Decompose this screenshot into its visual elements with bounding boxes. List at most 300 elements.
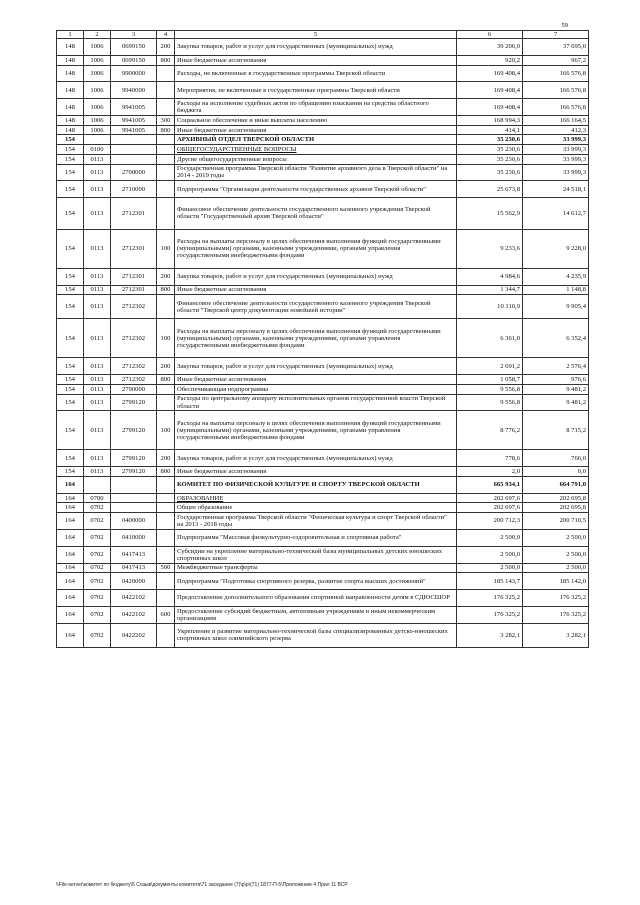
section-code-cell: 0113 <box>84 394 111 411</box>
table-row <box>57 268 589 285</box>
grbs-code-cell: 154 <box>57 268 84 285</box>
expense-type-cell <box>157 529 175 546</box>
target-article-cell: 2790000 <box>111 384 157 394</box>
amount-2014-cell: 168 994,3 <box>457 116 523 126</box>
description-cell: Закупка товаров, работ и услуг для государственных (муниципальных) нужд <box>175 268 457 285</box>
amount-2015-cell: 202 695,8 <box>523 503 589 513</box>
grbs-code-cell: 154 <box>57 394 84 411</box>
amount-2015-cell: 200 710,5 <box>523 513 589 530</box>
table-row <box>57 573 589 590</box>
section-code-cell <box>84 476 111 493</box>
target-article-cell: 2712302 <box>111 295 157 319</box>
expense-type-cell <box>157 145 175 155</box>
description-cell: Иные бюджетные ассигнования <box>175 125 457 135</box>
expense-type-cell <box>157 394 175 411</box>
amount-2015-cell: 33 999,3 <box>523 135 589 145</box>
column-header: 2 <box>84 31 111 39</box>
target-article-cell: 2712301 <box>111 285 157 295</box>
grbs-code-cell: 154 <box>57 229 84 268</box>
target-article-cell: 2712301 <box>111 198 157 230</box>
table-row <box>57 145 589 155</box>
section-code-cell: 0702 <box>84 623 111 647</box>
column-header: 7 <box>523 31 589 39</box>
expense-type-cell: 800 <box>157 285 175 295</box>
section-code-cell: 0702 <box>84 563 111 573</box>
section-code-cell: 0113 <box>84 164 111 181</box>
table-row <box>57 358 589 375</box>
amount-2015-cell: 166 576,8 <box>523 65 589 82</box>
expense-type-cell <box>157 181 175 198</box>
grbs-code-cell: 154 <box>57 285 84 295</box>
expense-type-cell <box>157 384 175 394</box>
section-code-cell: 0702 <box>84 529 111 546</box>
description-cell: ОБЩЕГОСУДАРСТВЕННЫЕ ВОПРОСЫ <box>175 145 457 155</box>
grbs-code-cell: 164 <box>57 563 84 573</box>
grbs-code-cell: 148 <box>57 65 84 82</box>
description-cell: Предоставление субсидий бюджетным, автономным учреждениям и иным некоммерческим организациям <box>175 606 457 623</box>
amount-2014-cell: 1 344,7 <box>457 285 523 295</box>
description-cell: Иные бюджетные ассигнования <box>175 375 457 385</box>
amount-2014-cell: 15 562,9 <box>457 198 523 230</box>
description-cell: Иные бюджетные ассигнования <box>175 285 457 295</box>
section-code-cell: 0113 <box>84 358 111 375</box>
target-article-cell <box>111 154 157 164</box>
amount-2014-cell: 176 325,2 <box>457 590 523 607</box>
table-row <box>57 606 589 623</box>
target-article-cell: 2712302 <box>111 358 157 375</box>
grbs-code-cell: 164 <box>57 546 84 563</box>
target-article-cell: 0420000 <box>111 573 157 590</box>
amount-2014-cell: 9 233,6 <box>457 229 523 268</box>
amount-2015-cell: 3 282,1 <box>523 623 589 647</box>
amount-2014-cell: 200 712,3 <box>457 513 523 530</box>
description-cell: АРХИВНЫЙ ОТДЕЛ ТВЕРСКОЙ ОБЛАСТИ <box>175 135 457 145</box>
expense-type-cell <box>157 295 175 319</box>
description-cell: Закупка товаров, работ и услуг для государственных (муниципальных) нужд <box>175 358 457 375</box>
table-row <box>57 135 589 145</box>
amount-2014-cell: 9 556,8 <box>457 384 523 394</box>
amount-2015-cell: 9 481,2 <box>523 384 589 394</box>
expense-type-cell <box>157 476 175 493</box>
description-cell: Другие общегосударственные вопросы <box>175 154 457 164</box>
section-code-cell: 0113 <box>84 229 111 268</box>
target-article-cell: 0422102 <box>111 606 157 623</box>
amount-2014-cell: 2 500,0 <box>457 546 523 563</box>
expense-type-cell: 100 <box>157 411 175 450</box>
expense-type-cell: 300 <box>157 116 175 126</box>
amount-2015-cell: 166 164,5 <box>523 116 589 126</box>
target-article-cell: 2799120 <box>111 411 157 450</box>
target-article-cell: 9900000 <box>111 65 157 82</box>
grbs-code-cell: 154 <box>57 411 84 450</box>
grbs-code-cell: 148 <box>57 82 84 99</box>
target-article-cell: 0400000 <box>111 513 157 530</box>
amount-2014-cell: 4 984,6 <box>457 268 523 285</box>
table-row <box>57 590 589 607</box>
target-article-cell: 2712301 <box>111 229 157 268</box>
amount-2015-cell: 1 148,8 <box>523 285 589 295</box>
amount-2015-cell: 166 576,8 <box>523 99 589 116</box>
file-path-footer: \\File-server\комитет по бюджету\5 Созыв\документы комитета\71 заседание (7)\p\p\(71) 1877-П-5\Приложение 4 Прил 11 ВСР <box>56 882 348 888</box>
amount-2015-cell: 664 791,0 <box>523 476 589 493</box>
amount-2014-cell: 414,1 <box>457 125 523 135</box>
table-row <box>57 384 589 394</box>
expense-type-cell <box>157 623 175 647</box>
grbs-code-cell: 148 <box>57 39 84 56</box>
amount-2015-cell: 33 999,3 <box>523 145 589 155</box>
column-header: 5 <box>175 31 457 39</box>
amount-2014-cell: 185 143,7 <box>457 573 523 590</box>
target-article-cell: 9941005 <box>111 116 157 126</box>
table-row <box>57 39 589 56</box>
amount-2014-cell: 2 691,2 <box>457 358 523 375</box>
description-cell: Расходы на выплаты персоналу в целях обеспечения выполнения функций государственными (муниципальными) органами, казенными учреждениями, органами управления государственными внебюджетными фондами <box>175 411 457 450</box>
amount-2014-cell: 665 934,1 <box>457 476 523 493</box>
grbs-code-cell: 164 <box>57 503 84 513</box>
grbs-code-cell: 154 <box>57 198 84 230</box>
target-article-cell <box>111 476 157 493</box>
grbs-code-cell: 154 <box>57 295 84 319</box>
amount-2015-cell: 8 715,2 <box>523 411 589 450</box>
section-code-cell: 0100 <box>84 145 111 155</box>
table-row <box>57 116 589 126</box>
description-cell: Расходы, не включенные в государственные программы Тверской области <box>175 65 457 82</box>
amount-2014-cell: 35 230,6 <box>457 164 523 181</box>
expense-type-cell: 600 <box>157 606 175 623</box>
expense-type-cell: 100 <box>157 229 175 268</box>
section-code-cell: 0113 <box>84 285 111 295</box>
table-row <box>57 563 589 573</box>
amount-2014-cell: 176 325,2 <box>457 606 523 623</box>
table-row <box>57 375 589 385</box>
target-article-cell: 0699150 <box>111 39 157 56</box>
grbs-code-cell: 148 <box>57 55 84 65</box>
target-article-cell: 0410000 <box>111 529 157 546</box>
section-code-cell: 0113 <box>84 375 111 385</box>
amount-2014-cell: 169 408,4 <box>457 82 523 99</box>
amount-2014-cell: 202 697,6 <box>457 493 523 503</box>
section-code-cell: 1006 <box>84 65 111 82</box>
grbs-code-cell: 164 <box>57 606 84 623</box>
grbs-code-cell: 164 <box>57 623 84 647</box>
expense-type-cell <box>157 503 175 513</box>
table-row <box>57 295 589 319</box>
amount-2015-cell: 176 325,2 <box>523 606 589 623</box>
description-cell: Финансовое обеспечение деятельности государственного казенного учреждения Тверской области "Государственный архив Тверской области" <box>175 198 457 230</box>
description-cell: Расходы на выплаты персоналу в целях обеспечения выполнения функций государственными (муниципальными) органами, казенными учреждениями, органами управления государственными внебюджетными фондами <box>175 229 457 268</box>
grbs-code-cell: 164 <box>57 476 84 493</box>
table-row <box>57 82 589 99</box>
grbs-code-cell: 154 <box>57 467 84 477</box>
section-code-cell: 0113 <box>84 198 111 230</box>
amount-2015-cell: 412,3 <box>523 125 589 135</box>
section-code-cell: 0702 <box>84 573 111 590</box>
target-article-cell: 0417413 <box>111 546 157 563</box>
description-cell: Укрепление и развитие материально-технической базы специализированных детско-юношеских спортивных школ олимпийского резерва <box>175 623 457 647</box>
amount-2015-cell: 33 999,3 <box>523 154 589 164</box>
table-row <box>57 476 589 493</box>
description-cell: ОБРАЗОВАНИЕ <box>175 493 457 503</box>
expense-type-cell: 200 <box>157 358 175 375</box>
section-code-cell: 0113 <box>84 154 111 164</box>
table-row <box>57 513 589 530</box>
amount-2015-cell: 33 999,3 <box>523 164 589 181</box>
grbs-code-cell: 154 <box>57 145 84 155</box>
description-cell: Закупка товаров, работ и услуг для государственных (муниципальных) нужд <box>175 39 457 56</box>
amount-2014-cell: 35 230,6 <box>457 145 523 155</box>
section-code-cell: 0702 <box>84 546 111 563</box>
target-article-cell: 2700000 <box>111 164 157 181</box>
table-row <box>57 546 589 563</box>
grbs-code-cell: 148 <box>57 116 84 126</box>
amount-2015-cell: 24 518,1 <box>523 181 589 198</box>
target-article-cell: 2710000 <box>111 181 157 198</box>
description-cell: Подпрограмма "Организация деятельности государственных архивов Тверской области" <box>175 181 457 198</box>
expense-type-cell: 200 <box>157 39 175 56</box>
target-article-cell: 9940000 <box>111 82 157 99</box>
amount-2014-cell: 2 500,0 <box>457 529 523 546</box>
expense-type-cell: 800 <box>157 375 175 385</box>
target-article-cell: 0422202 <box>111 623 157 647</box>
expense-type-cell: 800 <box>157 125 175 135</box>
table-row <box>57 125 589 135</box>
table-row <box>57 394 589 411</box>
description-cell: Расходы на выплаты персоналу в целях обеспечения выполнения функций государственными (муниципальными) органами, казенными учреждениями, органами управления государственными внебюджетными фондами <box>175 319 457 358</box>
amount-2015-cell: 976,6 <box>523 375 589 385</box>
expense-type-cell <box>157 513 175 530</box>
table-row <box>57 99 589 116</box>
expense-type-cell: 800 <box>157 55 175 65</box>
amount-2014-cell: 202 697,6 <box>457 503 523 513</box>
grbs-code-cell: 154 <box>57 375 84 385</box>
section-code-cell: 0113 <box>84 181 111 198</box>
table-row <box>57 450 589 467</box>
amount-2015-cell: 2 576,4 <box>523 358 589 375</box>
amount-2014-cell: 169 408,4 <box>457 65 523 82</box>
target-article-cell: 2799120 <box>111 450 157 467</box>
description-cell: Субсидии на укрепление материально-технической базы муниципальных детских юношеских спортивных школ <box>175 546 457 563</box>
description-cell: Государственная программа Тверской области "Развитие архивного дела в Тверской области" на 2014 - 2019 годы <box>175 164 457 181</box>
header-row <box>57 31 589 39</box>
target-article-cell: 0422102 <box>111 590 157 607</box>
table-row <box>57 285 589 295</box>
section-code-cell: 0113 <box>84 411 111 450</box>
amount-2015-cell: 9 905,4 <box>523 295 589 319</box>
amount-2015-cell: 2 500,0 <box>523 529 589 546</box>
expense-type-cell: 100 <box>157 319 175 358</box>
section-code-cell: 0702 <box>84 606 111 623</box>
expense-type-cell: 200 <box>157 450 175 467</box>
amount-2014-cell: 1 058,7 <box>457 375 523 385</box>
grbs-code-cell: 164 <box>57 590 84 607</box>
grbs-code-cell: 164 <box>57 513 84 530</box>
table-row <box>57 198 589 230</box>
amount-2015-cell: 14 612,7 <box>523 198 589 230</box>
amount-2014-cell: 169 408,4 <box>457 99 523 116</box>
amount-2015-cell: 2 500,0 <box>523 546 589 563</box>
amount-2014-cell: 35 230,6 <box>457 135 523 145</box>
section-code-cell: 0113 <box>84 450 111 467</box>
grbs-code-cell: 154 <box>57 319 84 358</box>
amount-2015-cell: 185 142,0 <box>523 573 589 590</box>
grbs-code-cell: 154 <box>57 450 84 467</box>
table-row <box>57 411 589 450</box>
section-code-cell: 0113 <box>84 295 111 319</box>
amount-2015-cell: 9 481,2 <box>523 394 589 411</box>
expense-type-cell <box>157 546 175 563</box>
expense-type-cell <box>157 82 175 99</box>
section-code-cell: 1006 <box>84 39 111 56</box>
section-code-cell: 1006 <box>84 82 111 99</box>
amount-2014-cell: 10 110,9 <box>457 295 523 319</box>
column-header: 1 <box>57 31 84 39</box>
budget-table <box>56 30 589 648</box>
amount-2014-cell: 25 673,8 <box>457 181 523 198</box>
description-cell: Расходы на исполнение судебных актов по обращению взыскания на средства областного бюджета <box>175 99 457 116</box>
target-article-cell: 0417413 <box>111 563 157 573</box>
grbs-code-cell: 164 <box>57 573 84 590</box>
section-code-cell: 0113 <box>84 384 111 394</box>
section-code-cell: 0113 <box>84 268 111 285</box>
target-article-cell: 2712302 <box>111 319 157 358</box>
grbs-code-cell: 154 <box>57 135 84 145</box>
description-cell: Предоставление дополнительного образования спортивной направленности детям в СДЮСШОР <box>175 590 457 607</box>
section-code-cell: 0700 <box>84 493 111 503</box>
table-row <box>57 467 589 477</box>
amount-2015-cell: 0,0 <box>523 467 589 477</box>
description-cell: Мероприятия, не включенные в государственные программы Тверской области <box>175 82 457 99</box>
description-cell: Иные бюджетные ассигнования <box>175 55 457 65</box>
description-cell: Подпрограмма "Массовая физкультурно-оздоровительная и спортивная работа" <box>175 529 457 546</box>
target-article-cell <box>111 493 157 503</box>
table-row <box>57 164 589 181</box>
table-row <box>57 229 589 268</box>
column-header: 4 <box>157 31 175 39</box>
grbs-code-cell: 148 <box>57 125 84 135</box>
section-code-cell: 0702 <box>84 590 111 607</box>
amount-2014-cell: 6 361,0 <box>457 319 523 358</box>
description-cell: Закупка товаров, работ и услуг для государственных (муниципальных) нужд <box>175 450 457 467</box>
description-cell: Расходы по центральному аппарату исполнительных органов государственной власти Тверской области <box>175 394 457 411</box>
table-row <box>57 623 589 647</box>
grbs-code-cell: 154 <box>57 181 84 198</box>
section-code-cell: 0113 <box>84 319 111 358</box>
description-cell: Обеспечивающая подпрограмма <box>175 384 457 394</box>
table-row <box>57 529 589 546</box>
description-cell: КОМИТЕТ ПО ФИЗИЧЕСКОЙ КУЛЬТУРЕ И СПОРТУ ТВЕРСКОЙ ОБЛАСТИ <box>175 476 457 493</box>
expense-type-cell <box>157 573 175 590</box>
grbs-code-cell: 154 <box>57 384 84 394</box>
amount-2014-cell: 778,6 <box>457 450 523 467</box>
table-row <box>57 154 589 164</box>
amount-2014-cell: 35 230,6 <box>457 154 523 164</box>
section-code-cell: 1006 <box>84 99 111 116</box>
column-header: 6 <box>457 31 523 39</box>
amount-2014-cell: 9 556,8 <box>457 394 523 411</box>
target-article-cell: 2799120 <box>111 467 157 477</box>
amount-2015-cell: 202 695,8 <box>523 493 589 503</box>
table-row <box>57 493 589 503</box>
section-code-cell: 1006 <box>84 116 111 126</box>
amount-2015-cell: 37 695,0 <box>523 39 589 56</box>
section-code-cell: 1006 <box>84 55 111 65</box>
table-row <box>57 319 589 358</box>
table-row <box>57 65 589 82</box>
description-cell: Финансовое обеспечение деятельности государственного казенного учреждения Тверской области "Тверской центр документации новейшей истории" <box>175 295 457 319</box>
amount-2014-cell: 2 500,0 <box>457 563 523 573</box>
table-row <box>57 503 589 513</box>
expense-type-cell: 500 <box>157 563 175 573</box>
amount-2014-cell: 8 776,2 <box>457 411 523 450</box>
column-header: 3 <box>111 31 157 39</box>
amount-2015-cell: 967,2 <box>523 55 589 65</box>
description-cell: Межбюджетные трансферты <box>175 563 457 573</box>
grbs-code-cell: 154 <box>57 358 84 375</box>
target-article-cell: 9941005 <box>111 125 157 135</box>
description-cell: Социальное обеспечение и иные выплаты населению <box>175 116 457 126</box>
grbs-code-cell: 154 <box>57 164 84 181</box>
expense-type-cell <box>157 99 175 116</box>
section-code-cell <box>84 135 111 145</box>
expense-type-cell <box>157 164 175 181</box>
amount-2015-cell: 6 352,4 <box>523 319 589 358</box>
target-article-cell <box>111 145 157 155</box>
expense-type-cell <box>157 590 175 607</box>
section-code-cell: 0702 <box>84 513 111 530</box>
expense-type-cell <box>157 65 175 82</box>
expense-type-cell <box>157 135 175 145</box>
target-article-cell: 2712301 <box>111 268 157 285</box>
target-article-cell <box>111 503 157 513</box>
page-number: 59 <box>561 22 568 29</box>
target-article-cell: 0699150 <box>111 55 157 65</box>
amount-2014-cell: 3 282,1 <box>457 623 523 647</box>
section-code-cell: 0113 <box>84 467 111 477</box>
expense-type-cell <box>157 154 175 164</box>
amount-2015-cell: 766,0 <box>523 450 589 467</box>
expense-type-cell: 200 <box>157 268 175 285</box>
section-code-cell: 0702 <box>84 503 111 513</box>
grbs-code-cell: 154 <box>57 154 84 164</box>
amount-2014-cell: 920,2 <box>457 55 523 65</box>
table-row <box>57 181 589 198</box>
target-article-cell: 2799120 <box>111 394 157 411</box>
amount-2014-cell: 2,0 <box>457 467 523 477</box>
expense-type-cell <box>157 198 175 230</box>
target-article-cell: 2712302 <box>111 375 157 385</box>
section-code-cell: 1006 <box>84 125 111 135</box>
amount-2015-cell: 4 235,9 <box>523 268 589 285</box>
description-cell: Общее образование <box>175 503 457 513</box>
grbs-code-cell: 148 <box>57 99 84 116</box>
amount-2014-cell: 39 206,0 <box>457 39 523 56</box>
description-cell: Иные бюджетные ассигнования <box>175 467 457 477</box>
target-article-cell <box>111 135 157 145</box>
grbs-code-cell: 164 <box>57 493 84 503</box>
amount-2015-cell: 9 228,0 <box>523 229 589 268</box>
grbs-code-cell: 164 <box>57 529 84 546</box>
table-row <box>57 55 589 65</box>
table-body <box>57 39 589 648</box>
description-cell: Подпрограмма "Подготовка спортивного резерва, развитие спорта высших достижений" <box>175 573 457 590</box>
amount-2015-cell: 2 500,0 <box>523 563 589 573</box>
target-article-cell: 9941005 <box>111 99 157 116</box>
expense-type-cell <box>157 493 175 503</box>
amount-2015-cell: 166 576,8 <box>523 82 589 99</box>
expense-type-cell: 800 <box>157 467 175 477</box>
amount-2015-cell: 176 325,2 <box>523 590 589 607</box>
description-cell: Государственная программа Тверской области "Физическая культура и спорт Тверской области" на 2013 - 2018 годы <box>175 513 457 530</box>
